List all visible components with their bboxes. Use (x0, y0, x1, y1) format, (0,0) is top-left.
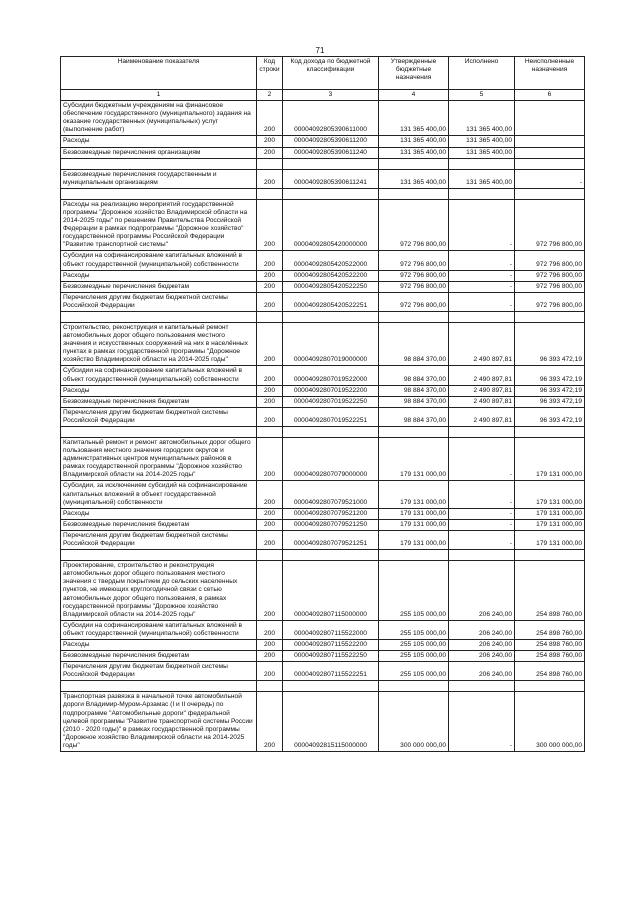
executed-amount-cell: 2 490 897,81 (449, 385, 515, 396)
approved-amount-cell: 972 796 800,00 (379, 292, 449, 311)
spacer-row (61, 681, 585, 692)
spacer-row (61, 188, 585, 199)
indicator-name-cell: Расходы (61, 385, 257, 396)
indicator-name-cell: Расходы (61, 136, 257, 147)
spacer-cell (257, 427, 283, 438)
unexecuted-amount-cell: 179 131 000,00 (515, 519, 585, 530)
income-code-cell: 00004092807115522000 (283, 620, 379, 639)
executed-amount-cell: - (449, 270, 515, 281)
executed-amount-cell: 206 240,00 (449, 639, 515, 650)
line-code-cell: 200 (257, 481, 283, 508)
table-row (61, 385, 585, 396)
table-row (61, 147, 585, 158)
income-code-cell: 00004092807115522200 (283, 639, 379, 650)
spacer-row (61, 550, 585, 561)
executed-amount-cell: 206 240,00 (449, 651, 515, 662)
spacer-cell (283, 188, 379, 199)
executed-amount-cell: - (449, 519, 515, 530)
spacer-row (61, 158, 585, 169)
executed-amount-cell: 2 490 897,81 (449, 407, 515, 426)
income-code-cell: 00004092807019000000 (283, 322, 379, 365)
income-code-cell: 00004092805420522200 (283, 270, 379, 281)
approved-amount-cell: 179 131 000,00 (379, 530, 449, 549)
header-line-code: Код строки (257, 57, 283, 90)
column-number: 4 (379, 90, 449, 101)
approved-amount-cell: 131 365 400,00 (379, 101, 449, 136)
table-row (61, 101, 585, 136)
executed-amount-cell: - (449, 292, 515, 311)
spacer-cell (283, 681, 379, 692)
line-code-cell: 200 (257, 651, 283, 662)
unexecuted-amount-cell: 96 393 472,19 (515, 396, 585, 407)
income-code-cell: 00004092805420000000 (283, 199, 379, 251)
page-number: 71 (315, 46, 325, 55)
spacer-cell (61, 158, 257, 169)
line-code-cell: 200 (257, 366, 283, 385)
income-code-cell: 00004092807079521000 (283, 481, 379, 508)
executed-amount-cell: - (449, 199, 515, 251)
income-code-cell: 00004092807115000000 (283, 561, 379, 621)
spacer-cell (61, 311, 257, 322)
spacer-cell (515, 188, 585, 199)
income-code-cell: 00004092805420522250 (283, 281, 379, 292)
approved-amount-cell: 98 884 370,00 (379, 322, 449, 365)
executed-amount-cell: - (449, 251, 515, 270)
approved-amount-cell: 972 796 800,00 (379, 199, 449, 251)
unexecuted-amount-cell: 179 131 000,00 (515, 530, 585, 549)
executed-amount-cell: 2 490 897,81 (449, 396, 515, 407)
spacer-cell (515, 311, 585, 322)
indicator-name-cell: Транспортная развязка в начальной точке автомобильной дороги Владимир-Муром-Арзамас (I и II очередь) по подпрограмме "Автомобильные дороги" федеральной целевой программы "Развитие транспортной системы России (2010 - 2020 годы)" в рамках государственной программы "Дорожное хозяйство Владимирской области на 2014-2025 годы" (61, 692, 257, 752)
indicator-name-cell: Расходы (61, 639, 257, 650)
spacer-cell (515, 550, 585, 561)
column-number-row (61, 90, 585, 101)
unexecuted-amount-cell (515, 136, 585, 147)
unexecuted-amount-cell: 179 131 000,00 (515, 438, 585, 481)
income-code-cell: 00004092805390611000 (283, 101, 379, 136)
approved-amount-cell: 972 796 800,00 (379, 281, 449, 292)
spacer-cell (379, 311, 449, 322)
spacer-cell (449, 311, 515, 322)
income-code-cell: 00004092807019522250 (283, 396, 379, 407)
executed-amount-cell: 206 240,00 (449, 662, 515, 681)
line-code-cell: 200 (257, 639, 283, 650)
indicator-name-cell: Расходы на реализацию мероприятий государственной программы "Дорожное хозяйство Владимирской области на 2014-2025 годы" по решениям Правительства Российской Федерации в рамках подпрограммы "Дорожное хозяйство" государственной программы Российской Федерации "Развитие транспортной системы" (61, 199, 257, 251)
unexecuted-amount-cell: 972 796 800,00 (515, 281, 585, 292)
approved-amount-cell: 300 000 000,00 (379, 692, 449, 752)
approved-amount-cell: 131 365 400,00 (379, 169, 449, 188)
indicator-name-cell: Перечисления другим бюджетам бюджетной системы Российской Федерации (61, 292, 257, 311)
line-code-cell: 200 (257, 199, 283, 251)
approved-amount-cell: 255 105 000,00 (379, 662, 449, 681)
column-number: 1 (61, 90, 257, 101)
executed-amount-cell: - (449, 281, 515, 292)
table-row (61, 620, 585, 639)
indicator-name-cell: Безвозмездные перечисления бюджетам (61, 651, 257, 662)
unexecuted-amount-cell: 254 898 760,00 (515, 639, 585, 650)
indicator-name-cell: Перечисления другим бюджетам бюджетной системы Российской Федерации (61, 662, 257, 681)
line-code-cell: 200 (257, 136, 283, 147)
spacer-cell (379, 188, 449, 199)
executed-amount-cell: 131 365 400,00 (449, 169, 515, 188)
line-code-cell: 200 (257, 662, 283, 681)
approved-amount-cell: 98 884 370,00 (379, 407, 449, 426)
table-row (61, 508, 585, 519)
executed-amount-cell: - (449, 481, 515, 508)
income-code-cell: 00004092805420522000 (283, 251, 379, 270)
indicator-name-cell: Строительство, реконструкция и капитальный ремонт автомобильных дорог общего пользования местного значения и искусственных сооружений на них в населённых пунктах в рамках государственной программы "Дорожное хозяйство Владимирской области на 2014-2025 годы" (61, 322, 257, 365)
column-number: 5 (449, 90, 515, 101)
indicator-name-cell: Субсидии на софинансирование капитальных вложений в объект государственной (муниципальной) собственности (61, 366, 257, 385)
spacer-row (61, 311, 585, 322)
unexecuted-amount-cell: 96 393 472,19 (515, 385, 585, 396)
line-code-cell: 200 (257, 281, 283, 292)
line-code-cell: 200 (257, 620, 283, 639)
unexecuted-amount-cell: 972 796 800,00 (515, 292, 585, 311)
line-code-cell: 200 (257, 385, 283, 396)
executed-amount-cell: 206 240,00 (449, 620, 515, 639)
approved-amount-cell: 98 884 370,00 (379, 366, 449, 385)
approved-amount-cell: 98 884 370,00 (379, 396, 449, 407)
table-row (61, 481, 585, 508)
table-row (61, 270, 585, 281)
unexecuted-amount-cell: 179 131 000,00 (515, 508, 585, 519)
income-code-cell: 00004092805390611240 (283, 147, 379, 158)
unexecuted-amount-cell: 96 393 472,19 (515, 366, 585, 385)
header-executed: Исполнено (449, 57, 515, 90)
table-row (61, 169, 585, 188)
spacer-cell (257, 158, 283, 169)
indicator-name-cell: Проектирование, строительство и реконструкция автомобильных дорог общего пользования местного значения с твердым покрытием до сельских населенных пунктов, не имеющих круглогодичной связи с сетью автомобильных дорог общего пользования, в рамках государственной программы "Дорожное хозяйство Владимирской области на 2014-2025 годы" (61, 561, 257, 621)
indicator-name-cell: Безвозмездные перечисления государственным и муниципальным организациям (61, 169, 257, 188)
line-code-cell: 200 (257, 519, 283, 530)
executed-amount-cell: 131 365 400,00 (449, 136, 515, 147)
line-code-cell: 200 (257, 396, 283, 407)
column-number: 3 (283, 90, 379, 101)
spacer-cell (257, 188, 283, 199)
spacer-cell (449, 681, 515, 692)
table-row (61, 251, 585, 270)
approved-amount-cell: 131 365 400,00 (379, 147, 449, 158)
spacer-cell (257, 550, 283, 561)
spacer-cell (283, 158, 379, 169)
approved-amount-cell: 131 365 400,00 (379, 136, 449, 147)
spacer-cell (61, 681, 257, 692)
table-row (61, 136, 585, 147)
spacer-cell (257, 681, 283, 692)
line-code-cell: 200 (257, 407, 283, 426)
approved-amount-cell: 179 131 000,00 (379, 438, 449, 481)
executed-amount-cell: 206 240,00 (449, 561, 515, 621)
indicator-name-cell: Безвозмездные перечисления бюджетам (61, 281, 257, 292)
column-number: 6 (515, 90, 585, 101)
approved-amount-cell: 255 105 000,00 (379, 651, 449, 662)
unexecuted-amount-cell: 972 796 800,00 (515, 199, 585, 251)
unexecuted-amount-cell: 254 898 760,00 (515, 561, 585, 621)
executed-amount-cell: 131 365 400,00 (449, 147, 515, 158)
executed-amount-cell: - (449, 530, 515, 549)
unexecuted-amount-cell: 96 393 472,19 (515, 407, 585, 426)
table-row (61, 281, 585, 292)
line-code-cell: 200 (257, 692, 283, 752)
income-code-cell: 00004092805390611200 (283, 136, 379, 147)
line-code-cell: 200 (257, 508, 283, 519)
executed-amount-cell: 131 365 400,00 (449, 101, 515, 136)
header-approved: Утвержденные бюджетные назначения (379, 57, 449, 90)
unexecuted-amount-cell: 972 796 800,00 (515, 270, 585, 281)
spacer-cell (61, 188, 257, 199)
spacer-cell (515, 427, 585, 438)
table-row (61, 530, 585, 549)
income-code-cell: 00004092807115522251 (283, 662, 379, 681)
spacer-cell (283, 550, 379, 561)
income-code-cell: 00004092805420522251 (283, 292, 379, 311)
spacer-cell (449, 427, 515, 438)
spacer-cell (515, 158, 585, 169)
indicator-name-cell: Субсидии на софинансирование капитальных вложений в объект государственной (муниципальной) собственности (61, 251, 257, 270)
spacer-cell (379, 427, 449, 438)
spacer-cell (283, 311, 379, 322)
spacer-row (61, 427, 585, 438)
approved-amount-cell: 255 105 000,00 (379, 639, 449, 650)
column-number: 2 (257, 90, 283, 101)
approved-amount-cell: 179 131 000,00 (379, 481, 449, 508)
income-code-cell: 00004092807019522200 (283, 385, 379, 396)
approved-amount-cell: 179 131 000,00 (379, 519, 449, 530)
table-row (61, 519, 585, 530)
line-code-cell: 200 (257, 292, 283, 311)
budget-execution-table (60, 56, 585, 752)
unexecuted-amount-cell (515, 147, 585, 158)
indicator-name-cell: Безвозмездные перечисления бюджетам (61, 519, 257, 530)
spacer-cell (61, 427, 257, 438)
spacer-cell (449, 188, 515, 199)
unexecuted-amount-cell: 254 898 760,00 (515, 662, 585, 681)
spacer-cell (283, 427, 379, 438)
line-code-cell: 200 (257, 270, 283, 281)
spacer-cell (449, 550, 515, 561)
table-body (61, 101, 585, 752)
table-row (61, 662, 585, 681)
table-row (61, 692, 585, 752)
approved-amount-cell: 179 131 000,00 (379, 508, 449, 519)
table-row (61, 651, 585, 662)
header-name: Наименование показателя (61, 57, 257, 90)
unexecuted-amount-cell (515, 101, 585, 136)
line-code-cell: 200 (257, 561, 283, 621)
spacer-cell (257, 311, 283, 322)
table-row (61, 639, 585, 650)
spacer-cell (379, 158, 449, 169)
table-row (61, 438, 585, 481)
executed-amount-cell: 2 490 897,81 (449, 322, 515, 365)
income-code-cell: 00004092807079521251 (283, 530, 379, 549)
spacer-cell (61, 550, 257, 561)
indicator-name-cell: Перечисления другим бюджетам бюджетной системы Российской Федерации (61, 407, 257, 426)
income-code-cell: 00004092807019522251 (283, 407, 379, 426)
table-row (61, 199, 585, 251)
indicator-name-cell: Субсидии на софинансирование капитальных вложений в объект государственной (муниципальной) собственности (61, 620, 257, 639)
income-code-cell: 00004092807115522250 (283, 651, 379, 662)
income-code-cell: 00004092805390611241 (283, 169, 379, 188)
table-row (61, 396, 585, 407)
table-row (61, 561, 585, 621)
indicator-name-cell: Капитальный ремонт и ремонт автомобильных дорог общего пользования местного значения городских округов и административных центров муниципальных районов в рамках государственной программы "Дорожное хозяйство Владимирской области на 2014-2025 годы" (61, 438, 257, 481)
income-code-cell: 00004092815115000000 (283, 692, 379, 752)
header-unexecuted: Неисполненные назначения (515, 57, 585, 90)
unexecuted-amount-cell: 179 131 000,00 (515, 481, 585, 508)
approved-amount-cell: 972 796 800,00 (379, 251, 449, 270)
table-row (61, 407, 585, 426)
approved-amount-cell: 972 796 800,00 (379, 270, 449, 281)
executed-amount-cell: - (449, 508, 515, 519)
line-code-cell: 200 (257, 169, 283, 188)
executed-amount-cell: 2 490 897,81 (449, 366, 515, 385)
indicator-name-cell: Расходы (61, 508, 257, 519)
indicator-name-cell: Субсидии, за исключением субсидий на софинансирование капитальных вложений в объект государственной (муниципальной) собственности (61, 481, 257, 508)
spacer-cell (379, 550, 449, 561)
spacer-cell (449, 158, 515, 169)
income-code-cell: 00004092807079521250 (283, 519, 379, 530)
unexecuted-amount-cell: 300 000 000,00 (515, 692, 585, 752)
indicator-name-cell: Безвозмездные перечисления бюджетам (61, 396, 257, 407)
header-income-code: Код дохода по бюджетной классификации (283, 57, 379, 90)
table-row (61, 366, 585, 385)
indicator-name-cell: Расходы (61, 270, 257, 281)
income-code-cell: 00004092807079000000 (283, 438, 379, 481)
indicator-name-cell: Субсидии бюджетным учреждениям на финансовое обеспечение государственного (муниципального) задания на оказание государственных (муниципальных) услуг (выполнение работ) (61, 101, 257, 136)
unexecuted-amount-cell: 972 796 800,00 (515, 251, 585, 270)
unexecuted-amount-cell: 254 898 760,00 (515, 620, 585, 639)
table-header-row (61, 57, 585, 90)
unexecuted-amount-cell: 254 898 760,00 (515, 651, 585, 662)
line-code-cell: 200 (257, 101, 283, 136)
line-code-cell: 200 (257, 530, 283, 549)
income-code-cell: 00004092807019522000 (283, 366, 379, 385)
line-code-cell: 200 (257, 147, 283, 158)
line-code-cell: 200 (257, 322, 283, 365)
spacer-cell (515, 681, 585, 692)
approved-amount-cell: 255 105 000,00 (379, 561, 449, 621)
indicator-name-cell: Безвозмездные перечисления организациям (61, 147, 257, 158)
unexecuted-amount-cell: 96 393 472,19 (515, 322, 585, 365)
table-row (61, 292, 585, 311)
unexecuted-amount-cell: - (515, 169, 585, 188)
approved-amount-cell: 255 105 000,00 (379, 620, 449, 639)
table-row (61, 322, 585, 365)
line-code-cell: 200 (257, 438, 283, 481)
executed-amount-cell: - (449, 692, 515, 752)
executed-amount-cell: - (449, 438, 515, 481)
income-code-cell: 00004092807079521200 (283, 508, 379, 519)
indicator-name-cell: Перечисления другим бюджетам бюджетной системы Российской Федерации (61, 530, 257, 549)
spacer-cell (379, 681, 449, 692)
approved-amount-cell: 98 884 370,00 (379, 385, 449, 396)
line-code-cell: 200 (257, 251, 283, 270)
